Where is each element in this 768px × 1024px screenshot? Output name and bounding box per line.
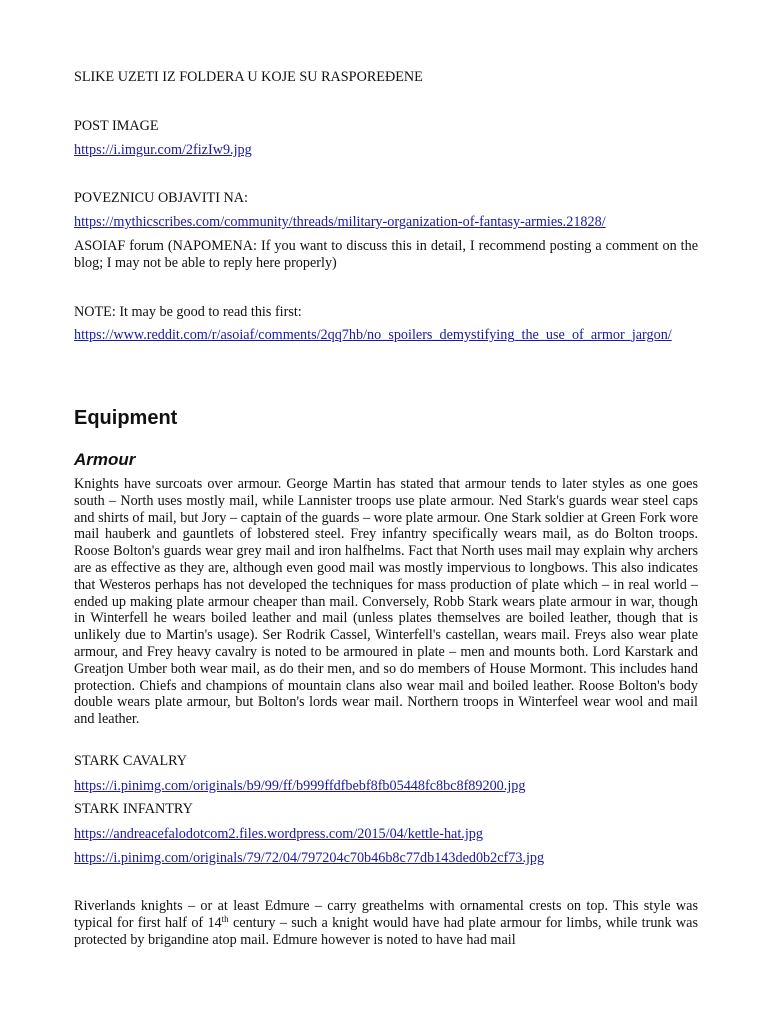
publish-link[interactable]: https://mythicscribes.com/community/threads/military-organization-of-fantasy-armies.21828/ [74,214,606,230]
riverlands-text-1: Riverlands knights – or at least Edmure – carry greathelms with ornamental crests on top. This style was typical for first half of 14 [74,898,698,931]
stark-infantry-line-2 [74,850,698,867]
armour-paragraph: Knights have surcoats over armour. George Martin has stated that armour tends to later styles as one goes south – North uses mostly mail, while Lannister troops use plate armour. Ned Stark's guards wear steel caps and shirts of mail, but Jory – captain of the guards – wore plate armour. One Stark soldier at Green Fork wore mail hauberk and gauntlets of lobstered steel. Frey infantry specifically wears mail, as do Bolton troops. Roose Bolton's guards wear grey mail and iron halfhelms. Fact that North uses mail may explain why archers are as effective as they are, although even good mail was mostly impervious to longbows. This also indicates that Westeros perhaps has not developed the techniques for mass production of plate which – in real world – ended up making plate armour cheaper than mail. Conversely, Robb Stark wears plate armour in war, though in Winterfell he wears boiled leather and mail (unless plates themselves are boiled leather, though that is unlikely due to Martin's usage). Ser Rodrik Cassel, Winterfell's castellan, wears mail. Freys also wear plate armour, and Frey heavy cavalry is noted to be armoured in plate – men and mounts both. Lord Karstark and Greatjon Umber both wear mail, as do their men, and so do members of House Mormont. This includes hand protection. Chiefs and champions of mountain clans also wear mail and boiled leather. Roose Bolton's body double wears plate armour, but Bolton's lords wear mail. Northern troops in Winterfeel wear wool and mail and leather. [74,476,698,728]
note-text: NOTE: It may be good to read this first: [74,304,302,320]
instruction-heading: SLIKE UZETI IZ FOLDERA U KOJE SU RASPOREĐENE [74,69,423,85]
riverlands-superscript: th [221,913,229,924]
armour-heading: Armour [74,450,136,469]
equipment-heading: Equipment [74,407,178,429]
note-link[interactable]: https://www.reddit.com/r/asoiaf/comments/2qq7hb/no_spoilers_demystifying_the_use_of_armor_jargon/ [74,327,672,343]
stark-infantry-link-1[interactable]: https://andreacefalodotcom2.files.wordpress.com/2015/04/kettle-hat.jpg [74,826,483,842]
stark-cavalry-link[interactable]: https://i.pinimg.com/originals/b9/99/ff/b999ffdfbebf8fb05448fc8bc8f89200.jpg [74,778,526,794]
publish-label: POVEZNICU OBJAVITI NA: [74,190,248,206]
stark-cavalry-line [74,778,698,795]
riverlands-text-2: century – such a knight would have had plate armour for limbs, while trunk was protected by brigandine atop mail. Edmure however is noted to have had mail [74,914,698,948]
stark-cavalry-label: STARK CAVALRY [74,753,188,769]
post-image-link[interactable]: https://i.imgur.com/2fizIw9.jpg [74,142,252,158]
note-line [74,327,698,344]
post-image-line [74,142,698,159]
publish-line [74,214,698,231]
forum-note: ASOIAF forum (NAPOMENA: If you want to discuss this in detail, I recommend posting a comment on the blog; I may not be able to reply here properly) [74,238,698,271]
stark-infantry-label: STARK INFANTRY [74,801,193,817]
post-image-label: POST IMAGE [74,118,159,134]
riverlands-paragraph [74,898,698,948]
stark-infantry-line-1 [74,826,698,843]
stark-infantry-link-2[interactable]: https://i.pinimg.com/originals/79/72/04/797204c70b46b8c77db143ded0b2cf73.jpg [74,850,545,866]
